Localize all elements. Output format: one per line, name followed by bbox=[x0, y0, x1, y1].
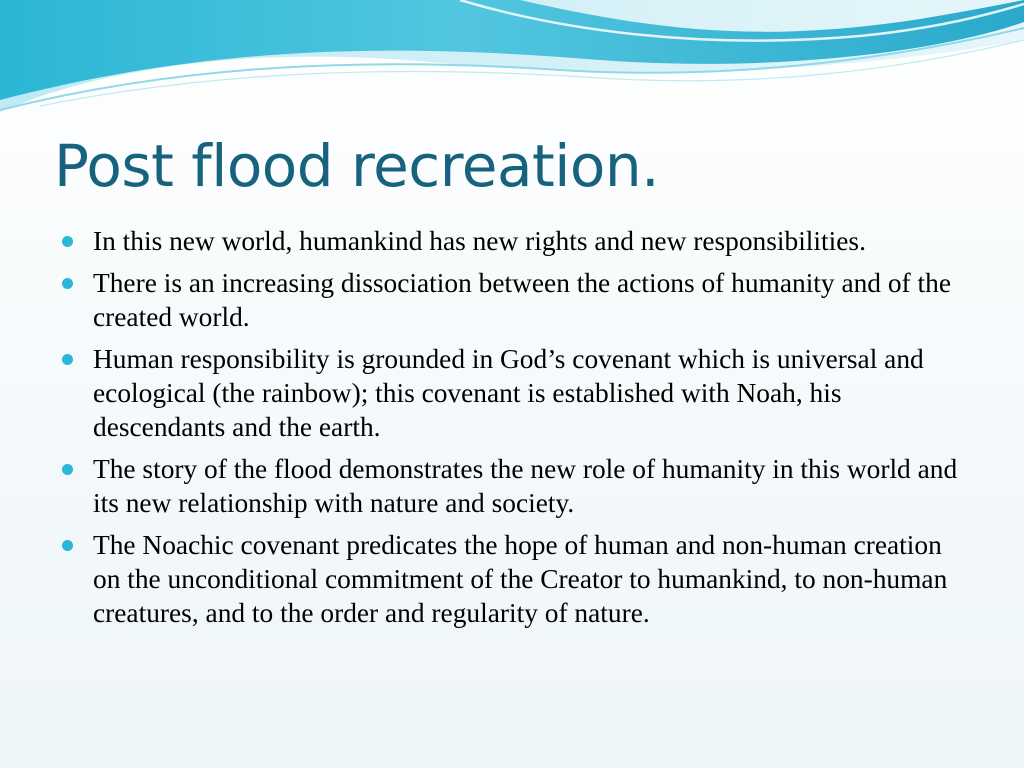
bullet-item bbox=[62, 266, 967, 334]
bullet-text: The story of the flood demonstrates the new role of humanity in this world and its new relationship with nature and society. bbox=[93, 454, 958, 518]
bullet-item bbox=[62, 224, 967, 258]
bullet-dot-icon bbox=[62, 354, 73, 365]
bullet-text: There is an increasing dissociation between the actions of humanity and of the created world. bbox=[93, 268, 951, 332]
bullet-list bbox=[62, 224, 967, 638]
header-wave-decoration bbox=[0, 0, 1024, 130]
bullet-text: In this new world, humankind has new rights and new responsibilities. bbox=[93, 226, 866, 256]
bullet-item bbox=[62, 342, 967, 444]
bullet-text: The Noachic covenant predicates the hope of human and non-human creation on the unconditional commitment of the Creator to humankind, to non-human creatures, and to the order and regularity of nature. bbox=[93, 530, 948, 628]
slide-title: Post flood recreation. bbox=[54, 132, 660, 200]
bullet-dot-icon bbox=[62, 278, 73, 289]
bullet-dot-icon bbox=[62, 540, 73, 551]
bullet-dot-icon bbox=[62, 464, 73, 475]
bullet-item bbox=[62, 528, 967, 630]
bullet-dot-icon bbox=[62, 236, 73, 247]
bullet-text: Human responsibility is grounded in God’s covenant which is universal and ecological (the rainbow); this covenant is established with Noah, his descendants and the earth. bbox=[93, 344, 924, 442]
bullet-item bbox=[62, 452, 967, 520]
